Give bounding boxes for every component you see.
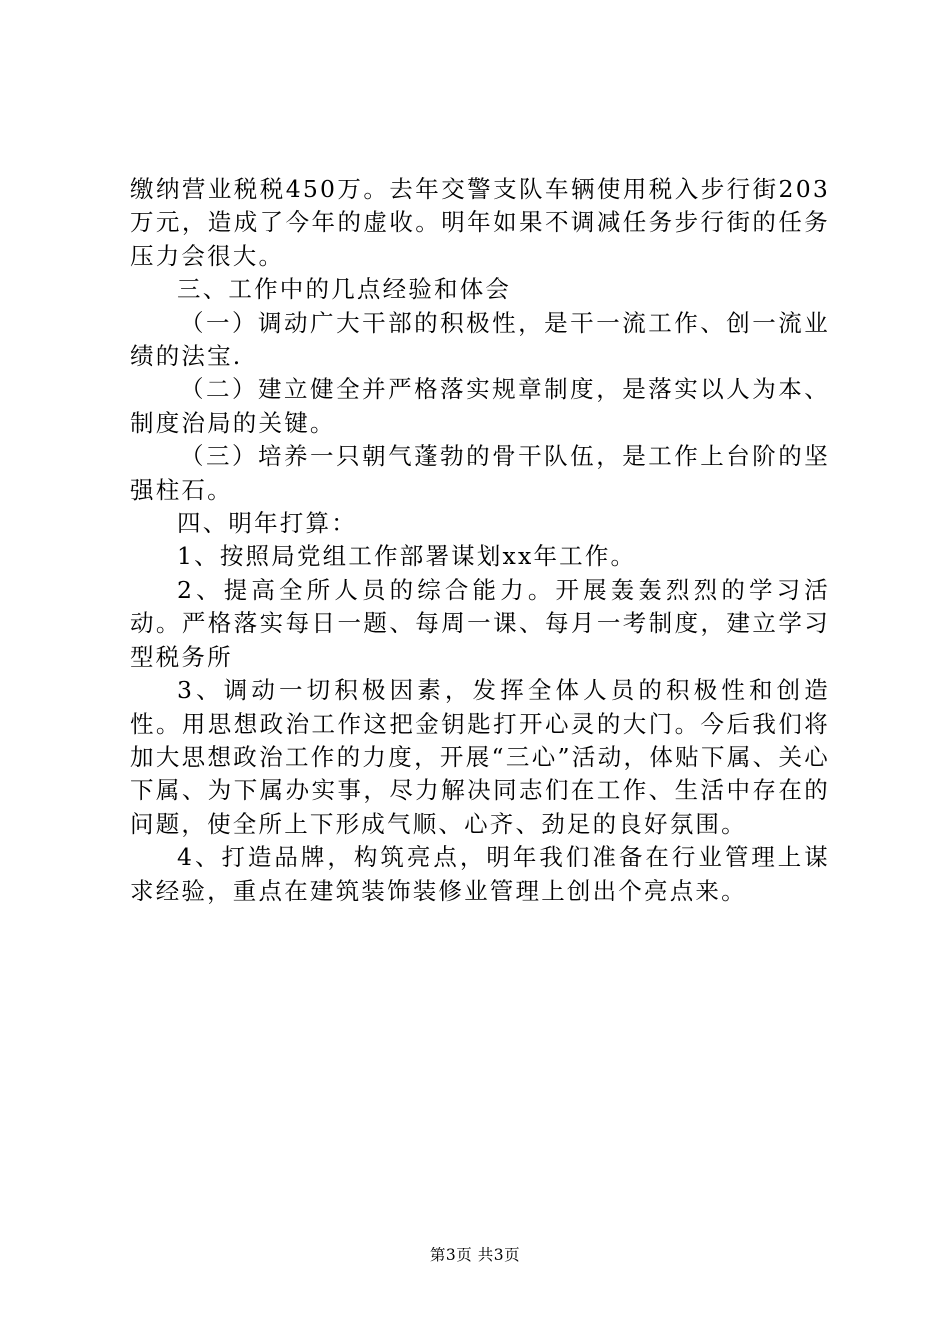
paragraph-experience-2: （二）建立健全并严格落实规章制度，是落实以人为本、制度治局的关键。: [130, 375, 830, 437]
paragraph-tax-summary: 缴纳营业税税450万。去年交警支队车辆使用税入步行街203万元，造成了今年的虚收。明年如果不调减任务步行街的任务压力会很大。: [130, 175, 830, 270]
paragraph-plan-1: 1、按照局党组工作部署谋划xx年工作。: [177, 542, 637, 571]
paragraph-experience-3: （三）培养一只朝气蓬勃的骨干队伍，是工作上台阶的坚强柱石。: [130, 442, 830, 504]
paragraph-plan-4: 4、打造品牌，构筑亮点，明年我们准备在行业管理上谋求经验，重点在建筑装饰装修业管理上创出个亮点来。: [130, 843, 830, 905]
heading-experience: 三、工作中的几点经验和体会: [177, 275, 512, 304]
paragraph-plan-2: 2、提高全所人员的综合能力。开展轰轰烈烈的学习活动。严格落实每日一题、每周一课、每月一考制度，建立学习型税务所: [130, 575, 830, 671]
paragraph-plan-3: 3、调动一切积极因素，发挥全体人员的积极性和创造性。用思想政治工作这把金钥匙打开心灵的大门。今后我们将加大思想政治工作的力度，开展“三心”活动，体贴下属、关心下属、为下属办实事，尽力解决同志们在工作、生活中存在的问题，使全所上下形成气顺、心齐、劲足的良好氛围。: [130, 676, 830, 838]
paragraph-experience-1: （一）调动广大干部的积极性，是干一流工作、创一流业绩的法宝.: [130, 308, 830, 371]
document-body: [130, 173, 830, 908]
page-footer: 第3页 共3页: [429, 1246, 521, 1264]
heading-next-year-plan: 四、明年打算：: [177, 509, 357, 538]
